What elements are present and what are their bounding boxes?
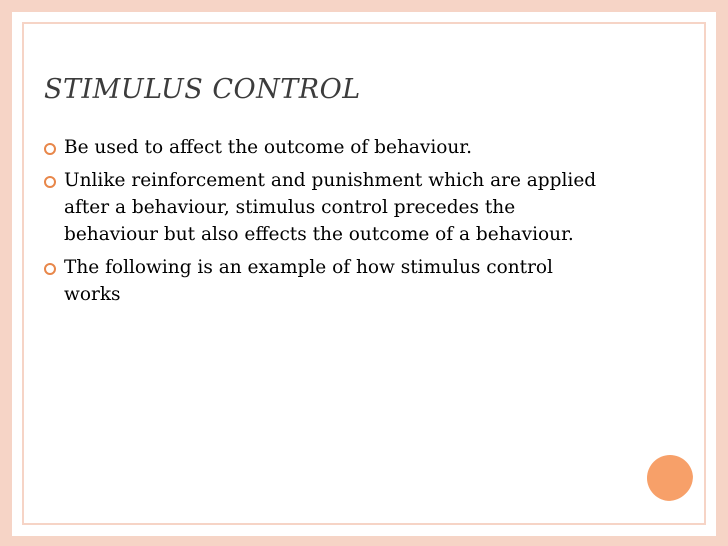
bullet-item (44, 167, 604, 248)
bullet-item (44, 134, 604, 161)
decorative-circle-ring (641, 449, 695, 503)
bullet-text: Unlike reinforcement and punishment which are applied after a behaviour, stimulus control precedes the behaviour but also effects the outcome of a behaviour. (64, 170, 597, 245)
bullet-text: Be used to affect the outcome of behaviour. (64, 137, 473, 158)
bullet-circle-icon (44, 143, 56, 155)
bullet-list (44, 134, 604, 314)
bullet-circle-icon (44, 263, 56, 275)
bullet-circle-icon (44, 176, 56, 188)
slide-title: STIMULUS CONTROL (44, 74, 361, 105)
bullet-item (44, 254, 604, 308)
bullet-text: The following is an example of how stimulus control works (64, 257, 553, 305)
